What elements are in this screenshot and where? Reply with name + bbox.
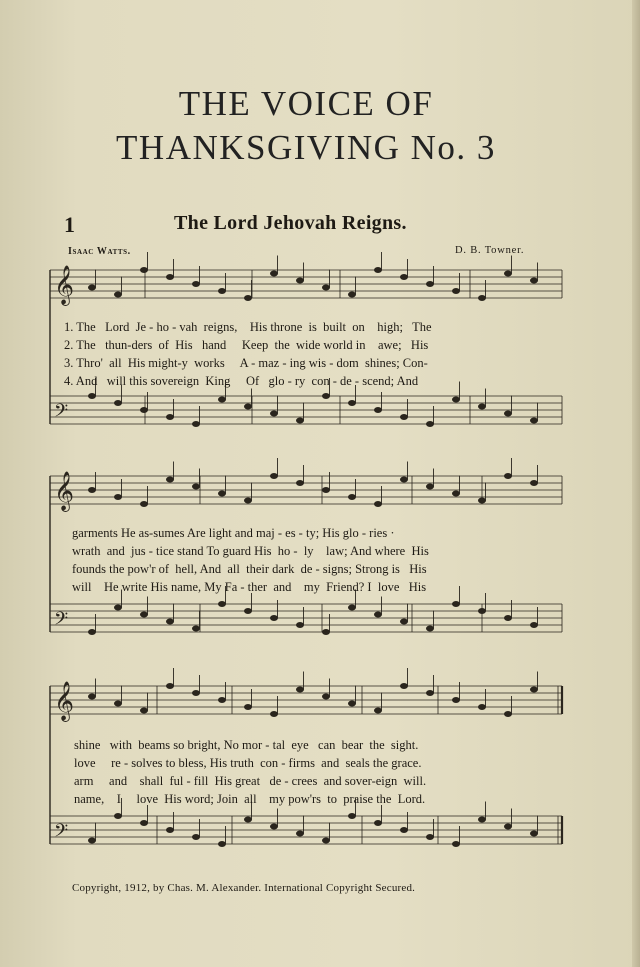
verse-2-line-2: wrath and jus - tice stand To guard His ho - ly law; And where His — [72, 544, 429, 558]
verse-4-line-2: will He write His name, My Fa - ther and my Friend? I love His — [72, 580, 427, 594]
book-title-line-1: THE VOICE OF — [178, 84, 434, 123]
verse-4-line-3: name, I love His word; Join all my pow'rs to praise the Lord. — [74, 792, 426, 806]
svg-text:𝄢: 𝄢 — [54, 401, 69, 426]
svg-text:𝄞: 𝄞 — [54, 681, 75, 721]
verse-2-line-3: love re - solves to bless, His truth con - firms and seals the grace. — [74, 756, 422, 770]
verse-2-line-1: 2. The thun-ders of His hand Keep the wide world in awe; His — [64, 338, 429, 352]
verse-1-line-2: garments He as-sumes Are light and maj - es - ty; His glo - ries · — [72, 526, 395, 540]
copyright-notice: Copyright, 1912, by Chas. M. Alexander. International Copyright Secured. — [72, 882, 416, 894]
hymn-author: Isaac Watts. — [68, 246, 131, 257]
svg-text:𝄢: 𝄢 — [54, 609, 69, 634]
verse-1-line-3: shine with beams so bright, No mor - tal eye can bear the sight. — [74, 738, 419, 752]
verse-4-line-1: 4. And will this sovereign King Of glo - ry con - de - scend; And — [64, 374, 419, 388]
svg-text:𝄢: 𝄢 — [54, 821, 69, 846]
svg-text:𝄞: 𝄞 — [54, 265, 75, 305]
hymn-composer: D. B. Towner. — [455, 245, 525, 256]
verse-3-line-3: arm and shall ful - fill His great de - crees and sover-eign will. — [74, 774, 427, 788]
svg-text:𝄞: 𝄞 — [54, 471, 75, 511]
book-title-line-2: THANKSGIVING No. 3 — [116, 128, 496, 167]
hymn-number: 1 — [64, 212, 75, 237]
verse-3-line-1: 3. Thro' all His might-y works A - maz - ing wis - dom shines; Con- — [64, 356, 428, 370]
hymn-title: The Lord Jehovah Reigns. — [174, 212, 407, 234]
verse-3-line-2: founds the pow'r of hell, And all their dark de - signs; Strong is His — [72, 562, 427, 576]
verse-1-line-1: 1. The Lord Je - ho - vah reigns, His throne is built on high; The — [64, 320, 432, 334]
